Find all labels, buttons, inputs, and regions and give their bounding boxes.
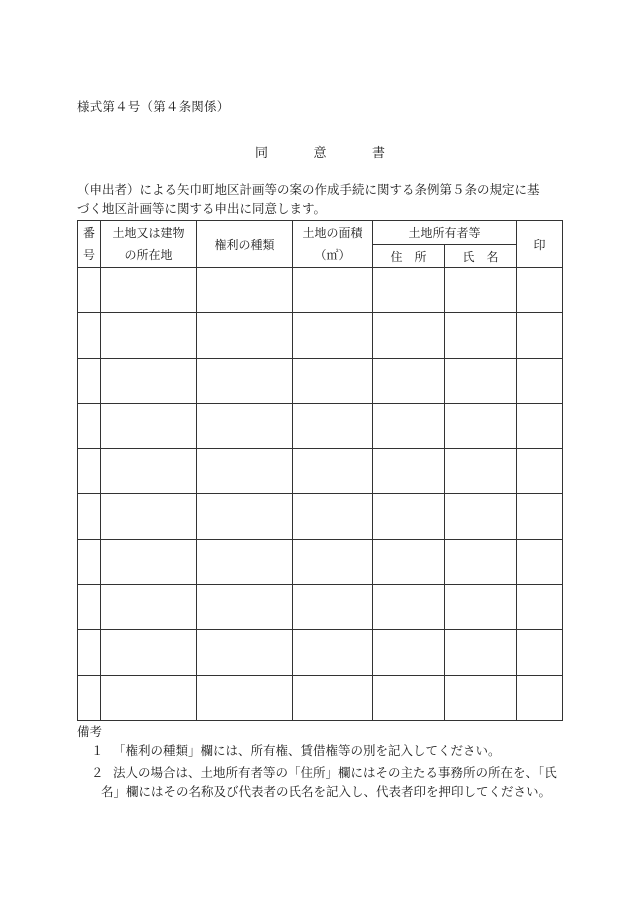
cell-number[interactable]	[78, 494, 101, 539]
table-row	[78, 630, 563, 675]
cell-name[interactable]	[445, 449, 517, 494]
cell-location[interactable]	[101, 585, 197, 630]
cell-seal[interactable]	[517, 403, 563, 448]
cell-rights[interactable]	[197, 494, 293, 539]
cell-rights[interactable]	[197, 358, 293, 403]
header-number-line-1: 番	[82, 226, 95, 240]
header-area-line-2: （㎡）	[314, 248, 351, 262]
remark-text-1: 「権利の種類」欄には、所有権、賃借権等の別を記入してください。	[113, 743, 501, 758]
cell-address[interactable]	[373, 494, 445, 539]
cell-address[interactable]	[373, 585, 445, 630]
remark-number-1: １	[91, 743, 104, 758]
cell-area[interactable]	[293, 494, 373, 539]
form-number: 様式第４号（第４条関係）	[77, 99, 230, 114]
header-location-line-2: の所在地	[124, 248, 173, 262]
header-area-line-1: 土地の面積	[302, 226, 363, 240]
cell-rights[interactable]	[197, 630, 293, 675]
document-title	[255, 142, 385, 161]
header-owner-group: 土地所有者等	[373, 221, 517, 245]
cell-number[interactable]	[78, 268, 101, 313]
cell-rights[interactable]	[197, 675, 293, 720]
cell-area[interactable]	[293, 630, 373, 675]
cell-seal[interactable]	[517, 268, 563, 313]
cell-location[interactable]	[101, 358, 197, 403]
cell-seal[interactable]	[517, 585, 563, 630]
cell-name[interactable]	[445, 358, 517, 403]
header-number	[78, 221, 101, 268]
cell-seal[interactable]	[517, 358, 563, 403]
cell-address[interactable]	[373, 539, 445, 584]
cell-location[interactable]	[101, 539, 197, 584]
cell-location[interactable]	[101, 313, 197, 358]
table-row	[78, 358, 563, 403]
cell-location[interactable]	[101, 630, 197, 675]
cell-area[interactable]	[293, 675, 373, 720]
cell-area[interactable]	[293, 313, 373, 358]
cell-area[interactable]	[293, 268, 373, 313]
remarks-heading: 備考	[77, 724, 103, 739]
cell-name[interactable]	[445, 494, 517, 539]
title-char-1: 同	[255, 146, 269, 161]
cell-rights[interactable]	[197, 585, 293, 630]
cell-address[interactable]	[373, 358, 445, 403]
table-row	[78, 585, 563, 630]
cell-name[interactable]	[445, 268, 517, 313]
cell-address[interactable]	[373, 630, 445, 675]
cell-seal[interactable]	[517, 630, 563, 675]
table-row	[78, 403, 563, 448]
cell-rights[interactable]	[197, 403, 293, 448]
intro-paragraph	[77, 180, 564, 218]
cell-seal[interactable]	[517, 313, 563, 358]
cell-area[interactable]	[293, 449, 373, 494]
remark-text-2-continued: 名」欄にはその名称及び代表者の氏名を記入し、代表者印を押印してください。	[101, 784, 552, 799]
consent-table	[77, 220, 563, 721]
table-row	[78, 313, 563, 358]
cell-number[interactable]	[78, 358, 101, 403]
header-name: 氏 名	[445, 245, 517, 268]
intro-line-1: （申出者）による矢巾町地区計画等の案の作成手続に関する条例第５条の規定に基	[77, 182, 540, 197]
cell-number[interactable]	[78, 449, 101, 494]
cell-location[interactable]	[101, 268, 197, 313]
header-area	[293, 221, 373, 268]
cell-rights[interactable]	[197, 449, 293, 494]
title-char-2: 意	[313, 146, 327, 161]
cell-area[interactable]	[293, 403, 373, 448]
cell-area[interactable]	[293, 539, 373, 584]
cell-location[interactable]	[101, 449, 197, 494]
cell-name[interactable]	[445, 630, 517, 675]
header-location-line-1: 土地又は建物	[112, 226, 185, 240]
cell-name[interactable]	[445, 585, 517, 630]
cell-number[interactable]	[78, 313, 101, 358]
cell-rights[interactable]	[197, 313, 293, 358]
cell-number[interactable]	[78, 539, 101, 584]
cell-name[interactable]	[445, 403, 517, 448]
cell-number[interactable]	[78, 585, 101, 630]
cell-seal[interactable]	[517, 675, 563, 720]
table-row	[78, 675, 563, 720]
header-address: 住 所	[373, 245, 445, 268]
intro-line-2: づく地区計画等に関する申出に同意します。	[77, 201, 327, 216]
remark-item-1	[77, 741, 567, 760]
header-location	[101, 221, 197, 268]
cell-address[interactable]	[373, 403, 445, 448]
cell-name[interactable]	[445, 539, 517, 584]
header-number-line-2: 号	[82, 248, 95, 262]
cell-location[interactable]	[101, 675, 197, 720]
cell-location[interactable]	[101, 403, 197, 448]
cell-rights[interactable]	[197, 268, 293, 313]
cell-name[interactable]	[445, 675, 517, 720]
cell-address[interactable]	[373, 268, 445, 313]
cell-area[interactable]	[293, 358, 373, 403]
cell-seal[interactable]	[517, 449, 563, 494]
cell-address[interactable]	[373, 675, 445, 720]
table-row	[78, 539, 563, 584]
remark-item-2	[77, 763, 567, 801]
cell-location[interactable]	[101, 494, 197, 539]
cell-rights[interactable]	[197, 539, 293, 584]
remarks-list	[77, 741, 567, 804]
remark-text-2: 法人の場合は、土地所有者等の「住所」欄にはその主たる事務所の所在を、「氏	[113, 765, 557, 780]
cell-number[interactable]	[78, 675, 101, 720]
table-row	[78, 494, 563, 539]
cell-number[interactable]	[78, 403, 101, 448]
header-rights: 権利の種類	[197, 221, 293, 268]
cell-name[interactable]	[445, 313, 517, 358]
cell-number[interactable]	[78, 630, 101, 675]
remark-number-2: ２	[91, 765, 104, 780]
table-row	[78, 449, 563, 494]
cell-address[interactable]	[373, 313, 445, 358]
header-seal: 印	[517, 221, 563, 268]
cell-address[interactable]	[373, 449, 445, 494]
cell-area[interactable]	[293, 585, 373, 630]
table-row	[78, 268, 563, 313]
cell-seal[interactable]	[517, 494, 563, 539]
title-char-3: 書	[371, 146, 385, 161]
cell-seal[interactable]	[517, 539, 563, 584]
